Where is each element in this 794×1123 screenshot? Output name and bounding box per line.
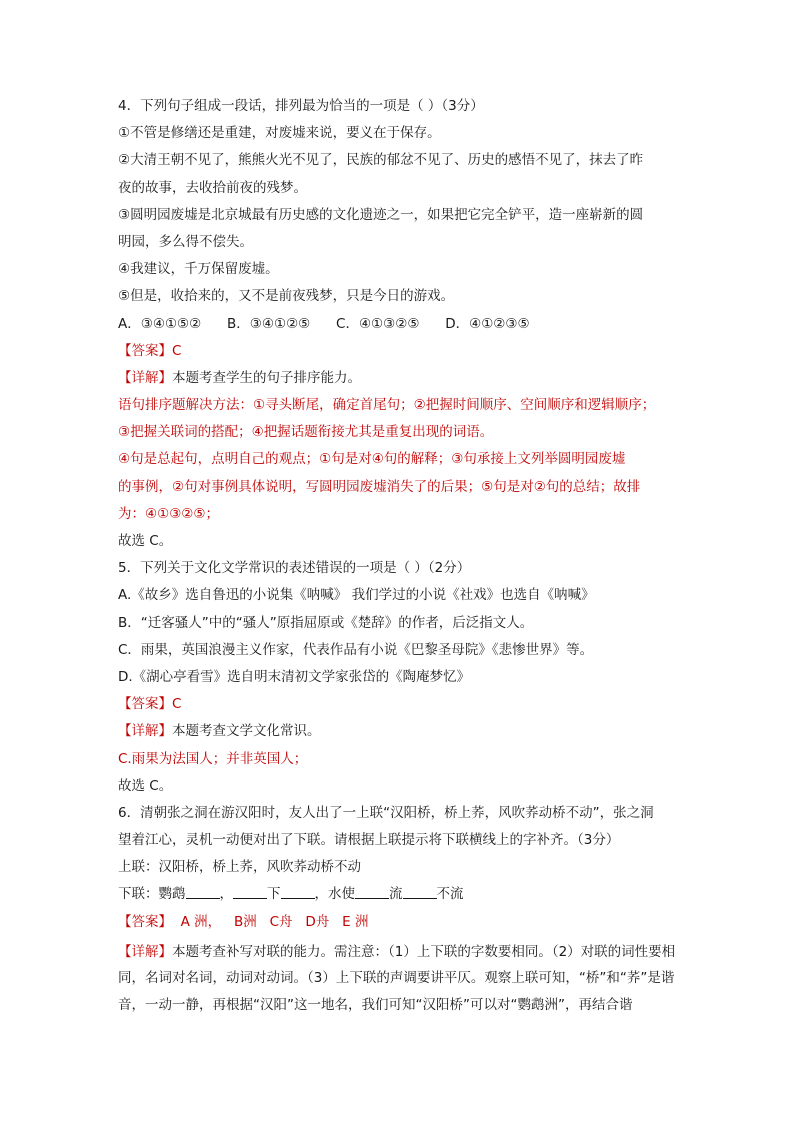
q4-analysis	[118, 368, 688, 388]
q4-method-1: 语句排序题解决方法：①寻头断尾，确定首尾句；②把握时间顺序、空间顺序和逻辑顺序；	[118, 397, 656, 414]
q4-sentence-4: ④我建议，千万保留废墟。	[118, 261, 279, 278]
q6-analysis-text: 本题考查补写对联的能力。需注意：（1）上下联的字数要相同。（2）对联的词性要相同，名词对名词，动词对动词。（3）上下联的声调要讲平仄。观察上联可知，“桥”和“荞”是谐音，一动一静，再根据“汉阳”这一地名，我们可知“汉阳桥”可以对“鹦鹉洲”，再结合谐	[118, 943, 676, 1013]
q6-blank-a[interactable]	[186, 884, 220, 899]
q4-conclusion: 故选 C。	[118, 533, 173, 549]
q5-option-b: B．“迁客骚人”中的“骚人”原指屈原或《楚辞》的作者，后泛指文人。	[118, 614, 534, 631]
q4-sentence-3b: 明园，多么得不偿失。	[118, 233, 253, 250]
q4-answer: 【答案】C	[118, 342, 182, 359]
q6-answer-tag: 【答案】	[118, 913, 172, 930]
q4-sentence-3a: ③圆明园废墟是北京城最有历史感的文化遗迹之一，如果把它完全铲平，造一座崭新的圆	[118, 206, 644, 223]
document-content	[118, 96, 688, 1019]
q6-blank-c[interactable]	[281, 884, 315, 899]
q6-blank-e[interactable]	[403, 884, 437, 899]
q4-method-2: ③把握关联词的搭配；④把握话题衔接尤其是重复出现的词语。	[118, 424, 494, 441]
q4-sentence-5: ⑤但是，收拾来的，又不是前夜残梦，只是今日的游戏。	[118, 288, 455, 305]
q6-lower-part-4: ，水使	[314, 886, 355, 903]
q5-analysis-tag: 【详解】	[118, 723, 172, 740]
q4-analysis-text: 本题考查学生的句子排序能力。	[172, 369, 361, 386]
q5-analysis	[118, 721, 688, 741]
q5-stem: 5．下列关于文化文学常识的表述错误的一项是（ ）（2分）	[118, 560, 471, 577]
q6-blank-d[interactable]	[355, 884, 389, 899]
q6-upper-couplet: 上联：汉阳桥，桥上荞，风吹荞动桥不动	[118, 859, 361, 876]
q5-option-d: D.《湖心亭看雪》选自明末清初文学家张岱的《陶庵梦忆》	[118, 668, 471, 685]
q5-option-c: C．雨果，英国浪漫主义作家，代表作品有小说《巴黎圣母院》《悲惨世界》等。	[118, 641, 594, 658]
q5-option-a: A.《故乡》选自鲁迅的小说集《呐喊》 我们学过的小说《社戏》也选自《呐喊》	[118, 587, 595, 604]
q6-lower-part-6: 不流	[436, 886, 464, 903]
q6-lower-part-3: 下	[267, 886, 281, 903]
q6-stem-1: 6．清朝张之洞在游汉阳时，友人出了一上联“汉阳桥，桥上荞，风吹荞动桥不动”，张之洞	[118, 804, 654, 821]
q4-sentence-2b: 夜的故事，去收拾前夜的残梦。	[118, 179, 307, 196]
q4-options: A．③④①⑤② B．③④①②⑤ C．④①③②⑤ D．④①②③⑤	[118, 315, 530, 332]
q6-stem-2: 望着江心，灵机一动便对出了下联。请根据上联提示将下联横线上的字补齐。（3分）	[118, 832, 620, 849]
q4-explain-2: 的事例，②句对事例具体说明，写圆明园废墟消失了的后果；⑤句是对②句的总结；故排	[118, 478, 641, 495]
q6-lower-part-2: ，	[219, 886, 233, 903]
q6-lower-part-1: 下联：鹦鹉	[118, 886, 186, 903]
q6-analysis-tag: 【详解】	[118, 943, 172, 960]
q5-analysis-text: 本题考查文学文化常识。	[172, 723, 321, 740]
q4-stem: 4．下列句子组成一段话，排列最为恰当的一项是（ ）（3分）	[118, 98, 484, 114]
q6-blank-b[interactable]	[233, 884, 267, 899]
q5-conclusion: 故选 C。	[118, 777, 173, 794]
q4-analysis-tag: 【详解】	[118, 369, 172, 386]
q5-answer: 【答案】C	[118, 696, 182, 713]
q4-explain-3: 为：④①③②⑤；	[118, 505, 220, 522]
q4-sentence-2a: ②大清王朝不见了，熊熊火光不见了，民族的郁忿不见了、历史的感悟不见了，抹去了昨	[118, 152, 644, 169]
q4-sentence-1: ①不管是修缮还是重建，对废墟来说，要义在于保存。	[118, 125, 441, 142]
q6-lower-part-5: 流	[389, 886, 403, 903]
q4-explain-1: ④句是总起句，点明自己的观点；①句是对④句的解释；③句承接上文列举圆明园废墟	[118, 451, 626, 468]
q6-lower-couplet	[118, 884, 688, 904]
q6-answer-text: A 洲， B洲 C舟 D舟 E 洲	[172, 913, 369, 930]
q5-explain-1: C.雨果为法国人；并非英国人；	[118, 750, 308, 767]
q6-analysis	[118, 939, 688, 1019]
q6-answer	[118, 912, 688, 932]
